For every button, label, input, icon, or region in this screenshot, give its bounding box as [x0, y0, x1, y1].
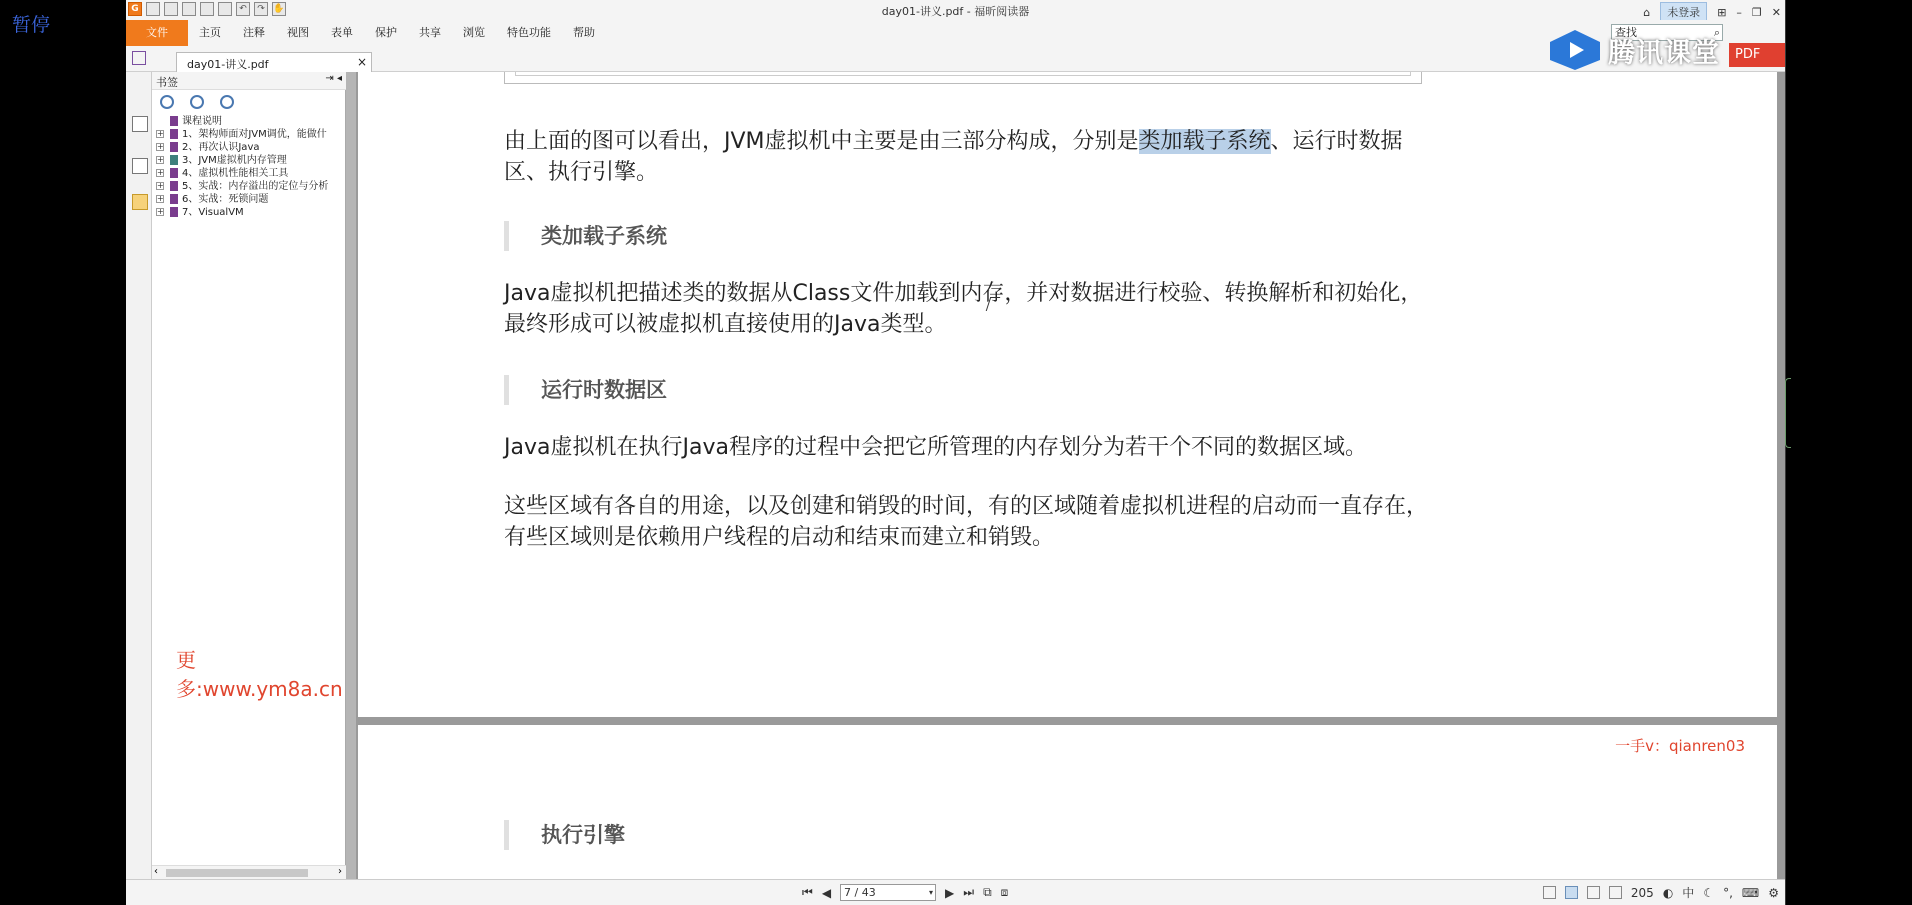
scroll-right-icon[interactable]: › [338, 866, 342, 877]
bookmark-item[interactable] [156, 193, 346, 206]
expand-icon[interactable]: + [157, 142, 164, 151]
search-input-value: 查找 [1615, 26, 1637, 39]
document-tab-bar [126, 46, 1785, 72]
watermark-left: 更多:www.ym8a.cn [176, 648, 343, 701]
bookmark-icon [170, 207, 178, 217]
bookmark-options-icon[interactable] [220, 95, 234, 109]
bookmark-item[interactable] [156, 206, 346, 219]
skin-icon[interactable]: ⌂ [1643, 5, 1651, 19]
scroll-left-icon[interactable]: ‹ [154, 866, 158, 877]
ribbon-tab-file[interactable]: 文件 [126, 20, 188, 46]
figure-frame [504, 72, 1422, 84]
document-view[interactable] [356, 72, 1785, 879]
sidebar-toggle-icon[interactable] [132, 51, 146, 65]
window-title: day01-讲义.pdf - 福昕阅读器 [881, 5, 1030, 18]
pdf-reader-window [126, 0, 1785, 905]
comments-panel-icon[interactable] [132, 194, 148, 210]
bookmark-header-label: 书签 [156, 76, 178, 89]
bookmark-label: 1、架构师面对JVM调优，能做什 [182, 129, 327, 140]
ribbon-tab-help[interactable]: 帮助 [573, 26, 595, 39]
first-page-icon[interactable]: ⏮ [802, 885, 813, 899]
right-edge-strip [1785, 0, 1791, 905]
panel-collapse-icon[interactable]: ⇥ ◂ [325, 73, 342, 84]
expand-icon[interactable]: + [157, 155, 164, 164]
expand-icon[interactable]: + [157, 168, 164, 177]
punctuation-icon[interactable]: °, [1723, 885, 1733, 900]
facing-view-icon[interactable] [1587, 886, 1600, 899]
bookmark-toolbar [160, 95, 234, 109]
hand-tool-icon[interactable]: ✋ [273, 4, 285, 14]
ribbon-tab-features[interactable]: 特色功能 [507, 26, 551, 39]
zoom-value[interactable]: 205 [1630, 885, 1654, 900]
document-tab-label: day01-讲义.pdf [187, 58, 269, 71]
section-heading-execution-engine: 执行引擎 [504, 820, 625, 850]
ribbon-tab-protect[interactable]: 保护 [375, 26, 397, 39]
brand-logo [1550, 30, 1720, 70]
bookmark-label: 5、实战：内存溢出的定位与分析 [182, 181, 329, 192]
bookmark-label: 3、JVM虚拟机内存管理 [182, 155, 287, 166]
app-logo-icon[interactable]: G [128, 2, 142, 16]
bookmark-icon [170, 129, 178, 139]
bookmark-list [156, 115, 346, 219]
page-number-value: 7 / 43 [844, 886, 876, 899]
view-controls [1543, 884, 1779, 901]
bookmark-label: 7、VisualVM [182, 207, 244, 218]
next-page-icon[interactable]: ▶ [945, 885, 955, 900]
pdf-page-next [358, 725, 1777, 879]
bookmarks-panel-icon[interactable] [132, 116, 148, 132]
runtime-data-paragraph-1: Java虚拟机在执行Java程序的过程中会把它所管理的内存划分为若干个不同的数据区域。 [504, 435, 1367, 460]
bookmark-item[interactable] [156, 128, 346, 141]
page-copy-icon[interactable]: ⧈ [1000, 885, 1009, 899]
navigation-strip [126, 72, 152, 879]
document-tab[interactable] [176, 52, 372, 72]
close-tab-icon[interactable]: × [356, 55, 367, 69]
pages-panel-icon[interactable] [132, 158, 148, 174]
selected-text[interactable]: 类加载子系统 [1138, 129, 1271, 154]
ribbon-tab-form[interactable]: 表单 [331, 26, 353, 39]
bookmark-icon [170, 181, 178, 191]
close-button[interactable]: ✕ [1771, 5, 1781, 19]
bookmark-item[interactable] [156, 167, 346, 180]
moon-icon[interactable]: ☾ [1703, 885, 1715, 900]
panel-splitter[interactable] [346, 72, 356, 879]
bookmark-add-icon[interactable] [160, 95, 174, 109]
bookmark-header [152, 72, 346, 90]
keyboard-icon[interactable]: ⌨ [1741, 885, 1760, 900]
ribbon-tab-comment[interactable]: 注释 [243, 26, 265, 39]
class-loader-paragraph: Java虚拟机把描述类的数据从Class文件加载到内存，并对数据进行校验、转换解析和初始化，最终形成可以被虚拟机直接使用的Java类型。 [504, 281, 1423, 337]
restore-button[interactable]: ❐ [1751, 5, 1762, 19]
sidebar-horizontal-scrollbar[interactable] [152, 865, 346, 879]
layout-icon[interactable]: ⊞ [1717, 5, 1727, 19]
bookmark-label: 4、虚拟机性能相关工具 [182, 168, 289, 179]
play-logo-icon [1550, 30, 1600, 70]
bookmark-expand-icon[interactable] [190, 95, 204, 109]
bookmark-icon [170, 194, 178, 204]
pdf-badge: PDF [1729, 43, 1785, 67]
ribbon-tabs [126, 20, 1785, 46]
rotate-view-icon[interactable]: ⧉ [983, 885, 992, 899]
scroll-thumb[interactable] [166, 869, 308, 877]
brand-name: 腾讯课堂 [1608, 37, 1720, 69]
bookmark-item[interactable] [156, 154, 346, 167]
bookmark-panel [126, 72, 346, 879]
continuous-view-icon[interactable] [1565, 886, 1578, 899]
chevron-down-icon[interactable]: ▾ [929, 888, 934, 897]
bookmark-icon [170, 116, 178, 126]
bookmark-label: 6、实战：死锁问题 [182, 194, 269, 205]
minimize-button[interactable]: – [1736, 5, 1742, 19]
ribbon-tab-share[interactable]: 共享 [419, 26, 441, 39]
settings-icon[interactable]: ⚙ [1768, 885, 1779, 900]
login-button[interactable]: 未登录 [1660, 2, 1707, 22]
single-page-view-icon[interactable] [1543, 886, 1556, 899]
figure-frame-inner [515, 72, 1411, 76]
redo-icon[interactable]: ↷ [254, 2, 268, 16]
watermark-right: 一手v：qianren03 [1615, 737, 1745, 755]
intro-text-before: 由上面的图可以看出，JVM虚拟机中主要是由三部分构成，分别是 [504, 129, 1139, 154]
pdf-page [358, 72, 1777, 717]
bookmark-icon [170, 168, 178, 178]
ribbon-tab-browse[interactable]: 浏览 [463, 26, 485, 39]
ime-language[interactable]: 中 [1682, 886, 1695, 900]
expand-icon[interactable]: + [157, 181, 164, 190]
section-heading-class-loader: 类加载子系统 [504, 221, 667, 251]
section-heading-runtime-data: 运行时数据区 [504, 375, 667, 405]
bookmark-item[interactable] [156, 141, 346, 154]
search-icon[interactable]: ⌕ [1713, 26, 1720, 39]
last-page-icon[interactable]: ⏭ [963, 885, 975, 899]
status-bar [126, 879, 1785, 905]
ime-icon[interactable]: ◐ [1662, 885, 1674, 900]
expand-icon[interactable]: + [157, 194, 164, 203]
bookmark-label: 课程说明 [182, 116, 222, 127]
intro-paragraph [504, 126, 1444, 188]
title-bar [126, 0, 1785, 20]
bookmark-item[interactable] [156, 180, 346, 193]
intro-text-after: 、运行时数据区、执行引擎。 [504, 129, 1403, 185]
cover-view-icon[interactable] [1609, 886, 1622, 899]
undo-icon[interactable]: ↶ [236, 2, 250, 16]
prev-page-icon[interactable]: ◀ [821, 885, 832, 900]
page-number-input[interactable] [840, 884, 936, 901]
ribbon-tab-home[interactable]: 主页 [199, 26, 221, 39]
bookmark-label: 2、再次认识Java [182, 142, 260, 153]
runtime-data-paragraph-2: 这些区域有各自的用途，以及创建和销毁的时间，有的区域随着虚拟机进程的启动而一直存在，有些区域则是依赖用户线程的启动和结束而建立和销毁。 [504, 494, 1429, 550]
ribbon-tab-view[interactable]: 视图 [287, 26, 309, 39]
expand-icon[interactable]: + [157, 207, 164, 216]
pause-label[interactable]: 暂停 [12, 14, 51, 36]
bookmark-item[interactable] [156, 115, 346, 128]
edge-handle[interactable] [1785, 378, 1791, 448]
window-controls [1643, 2, 1781, 22]
page-navigation [802, 884, 1008, 901]
expand-icon[interactable]: + [157, 129, 164, 138]
bookmark-icon [170, 142, 178, 152]
bookmark-icon [170, 155, 178, 165]
